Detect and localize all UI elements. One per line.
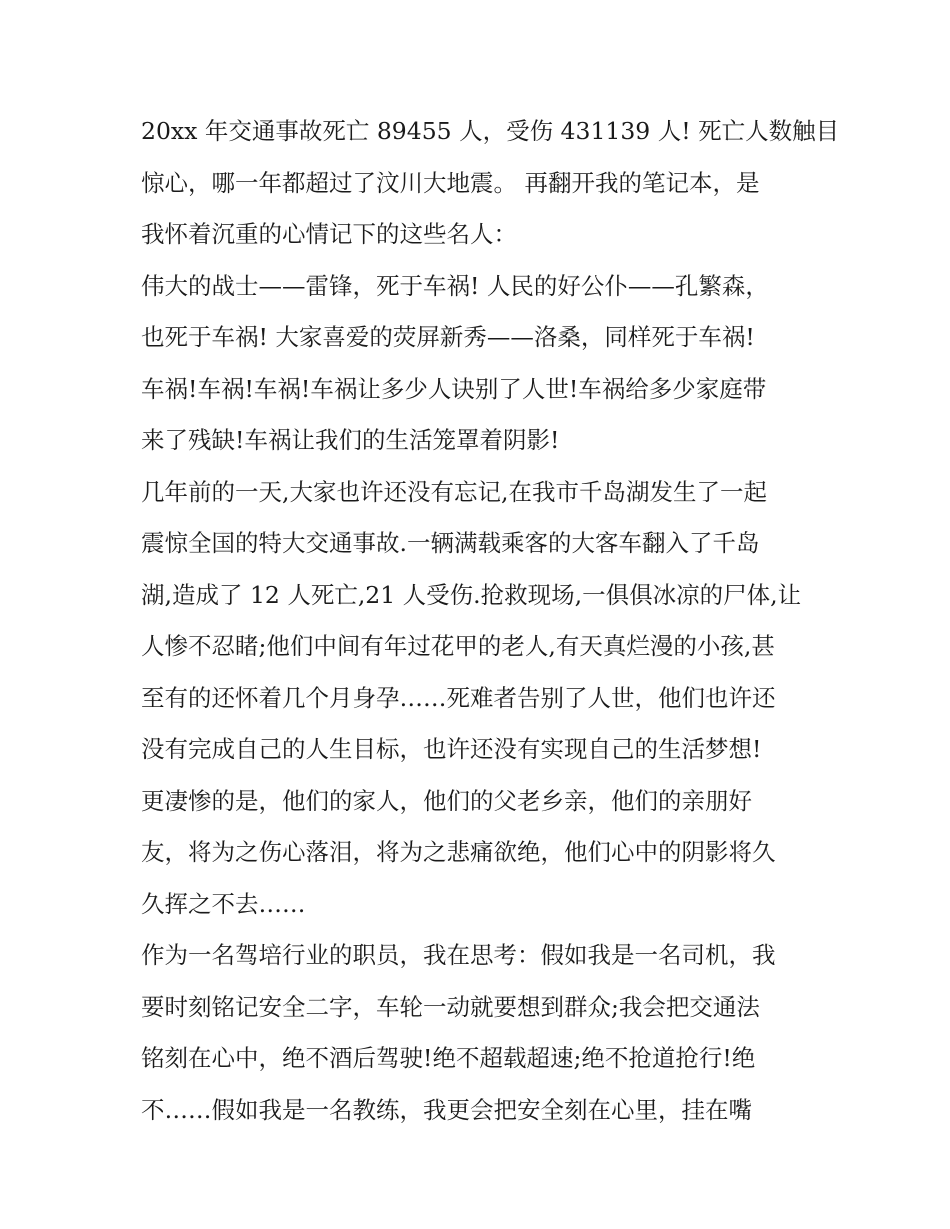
text-line: 我怀着沉重的心情记下的这些名人： — [141, 220, 517, 248]
text-line: 铭刻在心中，绝不酒后驾驶!绝不超载超速;绝不抢道抢行!绝 — [141, 1044, 756, 1072]
text-line: 友，将为之伤心落泪，将为之悲痛欲绝，他们心中的阴影将久 — [141, 838, 776, 866]
text-line: 惊心，哪一年都超过了汶川大地震。 再翻开我的笔记本，是 — [141, 168, 760, 197]
text-line: 没有完成自己的人生目标，也许还没有实现自己的生活梦想! — [141, 735, 762, 763]
text-line: 久挥之不去…… — [141, 889, 306, 918]
text-line: 几年前的一天,大家也许还没有忘记,在我市千岛湖发生了一起 — [141, 477, 767, 506]
text-line: 作为一名驾培行业的职员，我在思考：假如我是一名司机，我 — [141, 941, 776, 969]
text-line: 更凄惨的是，他们的家人，他们的父老乡亲，他们的亲朋好 — [141, 786, 752, 815]
text-line: 20xx 年交通事故死亡 89455 人，受伤 431139 人! 死亡人数触目 — [141, 117, 840, 145]
text-line: 至有的还怀着几个月身孕……死难者告别了人世，他们也许还 — [141, 683, 776, 712]
text-line: 车祸!车祸!车祸!车祸让多少人诀别了人世!车祸给多少家庭带 — [141, 374, 767, 403]
text-line: 伟大的战士——雷锋，死于车祸! 人民的好公仆——孔繁森， — [141, 271, 769, 300]
text-line: 不……假如我是一名教练，我更会把安全刻在心里，挂在嘴 — [141, 1095, 752, 1124]
text-line: 震惊全国的特大交通事故.一辆满载乘客的大客车翻入了千岛 — [141, 529, 760, 557]
text-line: 人惨不忍睹;他们中间有年过花甲的老人,有天真烂漫的小孩,甚 — [141, 632, 775, 660]
text-line: 也死于车祸! 大家喜爱的荧屏新秀——洛桑，同样死于车祸! — [141, 323, 755, 351]
text-line: 湖,造成了 12 人死亡,21 人受伤.抢救现场,一俱俱冰凉的尸体,让 — [141, 580, 802, 609]
document-body — [141, 106, 840, 1136]
text-line: 要时刻铭记安全二字，车轮一动就要想到群众;我会把交通法 — [141, 992, 760, 1021]
text-line: 来了残缺!车祸让我们的生活笼罩着阴影! — [141, 426, 560, 454]
